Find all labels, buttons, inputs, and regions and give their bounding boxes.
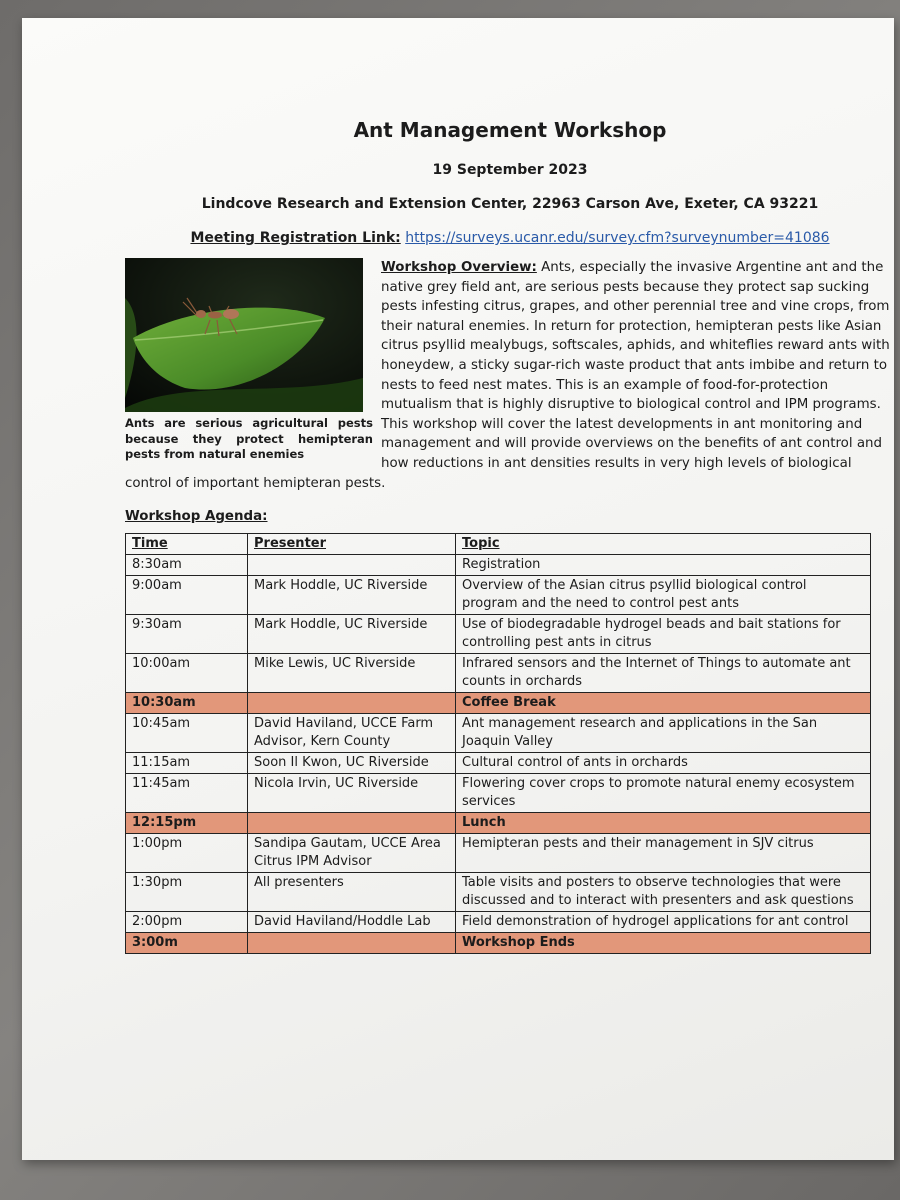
overview-section [125, 258, 895, 493]
cell-topic: Use of biodegradable hydrogel beads and bait stations for controlling pest ants in citrus [456, 615, 871, 654]
figure-caption: Ants are serious agricultural pests because they protect hemipteran pests from natural enemies [125, 416, 373, 461]
break-row [126, 813, 871, 834]
cell-presenter: All presenters [248, 873, 456, 912]
paper-sheet [22, 18, 894, 1160]
header-presenter: Presenter [248, 534, 456, 555]
cell-time: 2:00pm [126, 912, 248, 933]
page-title: Ant Management Workshop [353, 118, 667, 142]
cell-time: 1:30pm [126, 873, 248, 912]
cell-topic: Infrared sensors and the Internet of Things to automate ant counts in orchards [456, 654, 871, 693]
table-row [126, 615, 871, 654]
break-row [126, 933, 871, 954]
registration-line [125, 228, 895, 248]
cell-presenter [248, 813, 456, 834]
cell-time: 9:00am [126, 576, 248, 615]
table-row [126, 753, 871, 774]
agenda-heading: Workshop Agenda: [125, 509, 268, 525]
flyer-content [125, 116, 895, 954]
event-location: Lindcove Research and Extension Center, 22963 Carson Ave, Exeter, CA 93221 [201, 196, 819, 212]
cell-presenter [248, 555, 456, 576]
cell-topic: Workshop Ends [456, 933, 871, 954]
cell-time: 1:00pm [126, 834, 248, 873]
agenda-table [125, 533, 871, 954]
cell-presenter [248, 693, 456, 714]
cell-time: 9:30am [126, 615, 248, 654]
table-row [126, 654, 871, 693]
cell-topic: Hemipteran pests and their management in SJV citrus [456, 834, 871, 873]
cell-topic: Overview of the Asian citrus psyllid biological control program and the need to control pest ants [456, 576, 871, 615]
cell-time: 11:45am [126, 774, 248, 813]
ant-figure [125, 258, 373, 463]
cell-topic: Table visits and posters to observe technologies that were discussed and to interact with presenters and ask questions [456, 873, 871, 912]
cell-time: 10:30am [126, 693, 248, 714]
ant-on-leaf-photo [125, 258, 363, 412]
overview-heading: Workshop Overview: [381, 260, 537, 275]
cell-topic: Lunch [456, 813, 871, 834]
cell-time: 10:00am [126, 654, 248, 693]
table-row [126, 873, 871, 912]
cell-time: 3:00m [126, 933, 248, 954]
registration-label: Meeting Registration Link: [190, 230, 401, 246]
table-row [126, 714, 871, 753]
cell-presenter: Sandipa Gautam, UCCE Area Citrus IPM Advisor [248, 834, 456, 873]
overview-body: Ants, especially the invasive Argentine ant and the native grey field ant, are serious pests because they protect sap sucking pests infesting citrus, grapes, and other perennial tree and vine crops, from their natural enemies. In return for protection, hemipteran pests like Asian citrus psyllid mealybugs, softscales, aphids, and whiteflies reward ants with honeydew, a sticky sugar-rich waste product that ants imbibe and return to nests to feed nest mates. This is an example of food-for-protection mutualism that is highly disruptive to biological control and IPM programs. This workshop will cover the latest developments in ant monitoring and management and will provide overviews on the benefits of ant control and how reductions in ant densities results in very high levels of biological control of important hemipteran pests. [125, 260, 890, 491]
cell-topic: Flowering cover crops to promote natural enemy ecosystem services [456, 774, 871, 813]
registration-link[interactable]: https://surveys.ucanr.edu/survey.cfm?surveynumber=41086 [405, 230, 830, 246]
table-row [126, 576, 871, 615]
table-row [126, 834, 871, 873]
event-date: 19 September 2023 [432, 162, 588, 178]
header-time: Time [126, 534, 248, 555]
cell-topic: Field demonstration of hydrogel applications for ant control [456, 912, 871, 933]
cell-presenter: Mark Hoddle, UC Riverside [248, 615, 456, 654]
cell-time: 12:15pm [126, 813, 248, 834]
table-row [126, 774, 871, 813]
cell-presenter: David Haviland, UCCE Farm Advisor, Kern County [248, 714, 456, 753]
cell-topic: Cultural control of ants in orchards [456, 753, 871, 774]
cell-presenter: Mike Lewis, UC Riverside [248, 654, 456, 693]
break-row [126, 693, 871, 714]
header-topic: Topic [456, 534, 871, 555]
cell-time: 10:45am [126, 714, 248, 753]
cell-presenter: Mark Hoddle, UC Riverside [248, 576, 456, 615]
cell-time: 11:15am [126, 753, 248, 774]
table-row [126, 912, 871, 933]
agenda-header-row [126, 534, 871, 555]
cell-presenter: Soon Il Kwon, UC Riverside [248, 753, 456, 774]
cell-topic: Registration [456, 555, 871, 576]
table-row [126, 555, 871, 576]
cell-time: 8:30am [126, 555, 248, 576]
cell-topic: Ant management research and applications in the San Joaquin Valley [456, 714, 871, 753]
cell-topic: Coffee Break [456, 693, 871, 714]
cell-presenter: Nicola Irvin, UC Riverside [248, 774, 456, 813]
cell-presenter: David Haviland/Hoddle Lab [248, 912, 456, 933]
cell-presenter [248, 933, 456, 954]
